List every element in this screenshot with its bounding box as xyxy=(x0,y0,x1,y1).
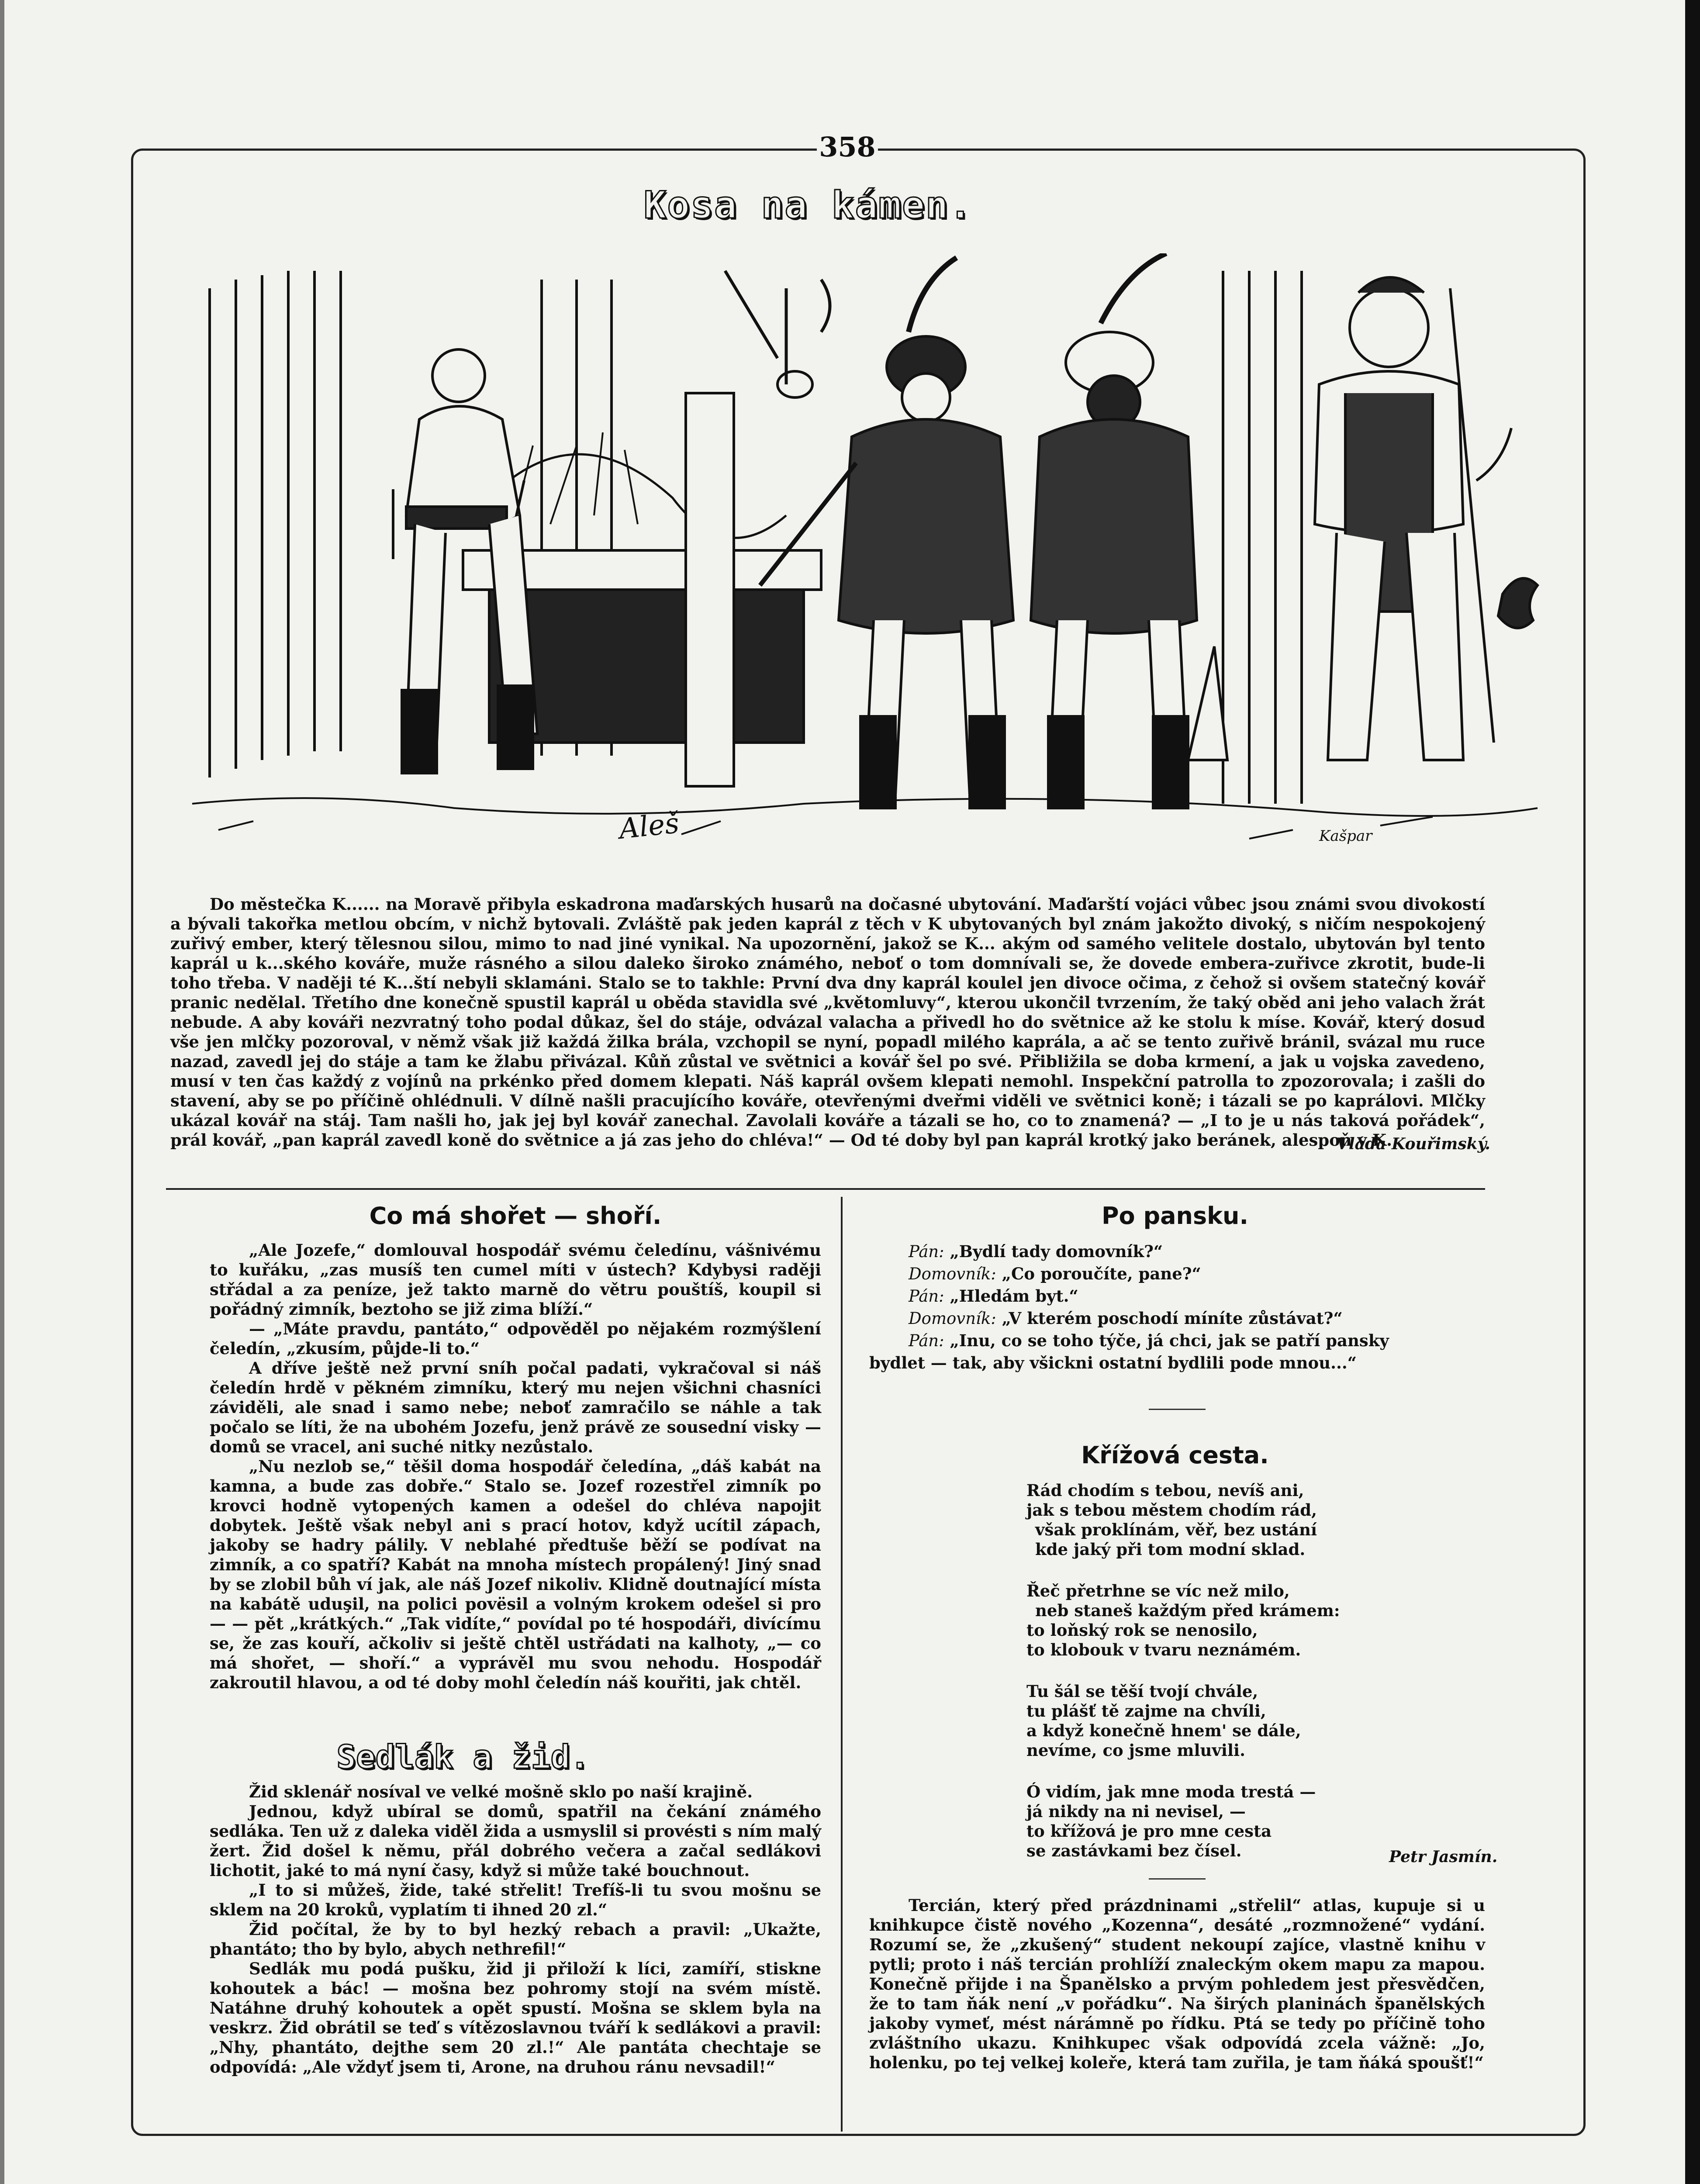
utterance: „Bydlí tady domovník?“ xyxy=(950,1242,1163,1261)
poem-line: kde jaký při tom modní sklad. xyxy=(1035,1540,1306,1559)
poem-line: to klobouk v tvaru neznámém. xyxy=(1026,1640,1301,1659)
story-text xyxy=(170,895,1485,1150)
poem-stanza xyxy=(1026,1481,1340,1559)
paragraph: „Nu nezlob se,“ těšil doma hospodář čeledína, „dáš kabát na kamna, a bude zas dobře.“ Stalo se. Jozef rozestřel zimník po krovci hodně vytopených kamen a odešel do chléva napojit dobytek. Ještě však nebyl ani s prací hotov, když ucítil zápach, jakoby se hadry pálily. V neblahé předtuše běží se podívat na zimník, a co spatří? Kabát na mnoha místech propálený! Jiný snad by se zlobil bůh ví jak, ale náš Jozef nikoliv. Klidně doutnající místa na kabátě uduşil, na polici povësil a volným krokem odešel si pro — — pět „krátkých.“ „Tak vidíte,“ povídal po té hospodáři, divícímu se, že zas kouří, ačkoliv si ještě chtěl ustřádati na kalhoty, „— co má shořet, — shoří.“ a vyprávěl mu svou nehodu. Hospodář zakroutil hlavou, a od té doby mohl čeledín náš kouřiti, jak chtěl. xyxy=(210,1457,821,1692)
poem-line: Tu šál se těší tvojí chvále, xyxy=(1026,1682,1258,1701)
poem-line: tu plášť tě zajme na chvíli, xyxy=(1026,1701,1266,1721)
paragraph: Jednou, když ubíral se domů, spatřil na čekání známého sedláka. Ten už z daleka viděl žida a usmyslil si provésti s ním malý žert. Žid došel k němu, přál dobrého večera a začal sedlákovi lichotit, jaké to má nyní časy, když si může také bouchnout. xyxy=(210,1802,821,1880)
poem-line: to křížová je pro mne cesta xyxy=(1026,1821,1272,1841)
dialog-line xyxy=(869,1241,1481,1263)
page-number: 358 xyxy=(817,131,878,163)
utterance: „Hledám byt.“ xyxy=(950,1286,1078,1306)
title-sedlak-a-zid: Sedlák a žid. xyxy=(336,1738,590,1776)
speaker: Pán: xyxy=(909,1287,944,1306)
poem-stanza xyxy=(1026,1581,1340,1660)
po-pansku-dialog xyxy=(869,1241,1481,1374)
poem-line: Řeč přetrhne se víc než milo, xyxy=(1026,1581,1290,1600)
poem-line: a když konečně hnem' se dále, xyxy=(1026,1721,1301,1740)
poem-stanza xyxy=(1026,1782,1340,1861)
column-rule xyxy=(841,1197,843,2132)
paragraph: „I to si můžeš, žide, také střelit! Trefíš-li tu svou mošnu se sklem na 20 kroků, vyplatím ti ihned 20 zl.“ xyxy=(210,1880,821,1919)
figure-blacksmith xyxy=(1315,277,1511,760)
poem-line: neb staneš každým před krámem: xyxy=(1035,1601,1340,1620)
utterance: „Inu, co se toho týče, já chci, jak se patří pansky xyxy=(950,1331,1389,1350)
paragraph: Žid počítal, že by to byl hezký rebach a pravil: „Ukažte, phantáto; tho by bylo, abych nethrefil!“ xyxy=(210,1920,821,1959)
short-rule xyxy=(1149,1878,1206,1880)
paragraph: Žid sklenář nosíval ve velké mošně sklo po naší krajině. xyxy=(249,1782,753,1801)
dialog-line xyxy=(869,1330,1481,1352)
krizova-cesta-poem xyxy=(1026,1481,1340,1883)
title-co-ma-shoret: Co má shořet — shoří. xyxy=(369,1202,662,1230)
sedlak-a-zid-text xyxy=(210,1782,821,2077)
speaker: Domovník: xyxy=(909,1265,996,1283)
paragraph: „Ale Jozefe,“ domlouval hospodář svému čeledínu, vášnivému to kuřáku, „zas musíš ten cumel míti v ústech? Kdybysi raději střádal a za peníze, jež takto marně do větru pouštíš, koupil si pořádný zimník, beztoho se již zima blíží.“ xyxy=(210,1241,821,1319)
story-paragraph: Do městečka K...... na Moravě přibyla eskadrona maďarských husarů na dočasné ubytování. Maďarští vojáci vůbec jsou známi svou divokostí a bývali takořka metlou obcím, v nichž bytovali. Zvláště pak jeden kaprál z těch v K ubytovaných byl znám jakožto divoký, s ničím nespokojený zuřivý ember, který tělesnou silou, mimo to nad jiné vynikal. Na upozornění, jakož se K... akým od samého velitele dostalo, ubytován byl tento kaprál u k...ského kováře, muže rásného a silou daleko široko známého, neboť o tom domnívali se, že dovede embera-zuřivce zkrotit, bude-li toho třeba. V naději té K...ští nebyli sklamáni. Stalo se to takhle: První dva dny kaprál koulel jen divoce očima, z čehož si ovšem statečný kovář pranic nedělal. Třetího dne konečně spustil kaprál u oběda stavidla své „květomluvy“, kterou ukončil tvrzením, že taký oběd ani jeho valach žrát nebude. A aby kováři nezvratný toho podal důkaz, šel do stáje, odvázal valacha a přivedl ho do světnice až ke stolu k míse. Kovář, který dosud vše jen mlčky pozoroval, v němž však již každá žilka brála, vzchopil se nyní, popadl milého kaprála, a ač se tento zuřivě bránil, svázal mu ruce nazad, zavedl jej do stáje a tam ke žlabu přivázal. Kůň zůstal ve světnici a kovář šel po své. Přibližila se doba krmení, a jak u vojska zavedeno, musí v ten čas každý z vojínů na prkénko před domem klepati. Náš kaprál ovšem klepati nemohl. Inspekční patrolla to zpozorovala; i zašli do stavení, aby se po příčině ohlédnuli. V dílně našli pracujícího kováře, otevřenými dveřmi viděli ve světnici koně; i tázali se po kaprálovi. Mlčky ukázal kovář na stáj. Tam našli ho, jak jej byl kovář zanechal. Zavolali kováře a tázali se ho, co to znamená? — „I to je u nás taková pořádek“, prál kovář, „pan kaprál zavedl koně do světnice a já zas jeho do chléva!“ — Od té doby byl pan kaprál krotký jako beránek, alespoň v K. xyxy=(170,895,1485,1150)
main-title: Kosa na kámen. xyxy=(643,183,973,227)
poem-line: já nikdy na ni nevisel, — xyxy=(1026,1802,1246,1821)
speaker: Domovník: xyxy=(909,1309,996,1328)
caricature-illustration xyxy=(157,253,1546,882)
utterance: „Co poroučíte, pane?“ xyxy=(1002,1264,1201,1283)
section-rule xyxy=(166,1188,1485,1190)
paragraph: A dříve ještě než první sníh počal padati, vykračoval si náš čeledín hrdě v pěkném zimníku, který mu nejen všichni chasníci záviděli, ale snad i samo nebe; neboť zamračilo se náhle a tak počalo se líti, že na ubohém Jozefu, jenž právě ze sousední visky — domů se vracel, ani suché nitky nezůstalo. xyxy=(210,1358,821,1456)
poem-line: jak s tebou městem chodím rád, xyxy=(1026,1500,1317,1520)
figure-hussar-2 xyxy=(1031,253,1227,808)
signature-kaspar: Kašpar xyxy=(1319,827,1372,845)
poem-line: to loňský rok se nenosilo, xyxy=(1026,1621,1258,1640)
story-signature: Vláďa Kouřimský. xyxy=(1337,1135,1490,1153)
poem-line: nevíme, co jsme mluvili. xyxy=(1026,1741,1245,1760)
co-ma-shoret-text xyxy=(210,1241,821,1693)
speaker: Pán: xyxy=(909,1331,944,1350)
poem-line: se zastávkami bez čísel. xyxy=(1026,1841,1242,1860)
dialog-line xyxy=(869,1263,1481,1285)
poem-line: však proklínám, věř, bez ustání xyxy=(1035,1520,1317,1539)
scan-right-edge xyxy=(1685,0,1700,2184)
dialog-tail: bydlet — tak, aby všickni ostatní bydlili pode mnou...“ xyxy=(869,1353,1357,1372)
short-rule xyxy=(1149,1409,1206,1410)
poem-line: Rád chodím s tebou, nevíš ani, xyxy=(1026,1481,1304,1500)
paragraph: — „Máte pravdu, pantáto,“ odpověděl po nějakém rozmýšlení čeledín, „zkusím, půjde-li to.“ xyxy=(210,1319,821,1358)
signature-ales: Aleš xyxy=(617,807,681,846)
tercian-anecdote xyxy=(869,1896,1485,2073)
dialog-line xyxy=(869,1307,1481,1330)
speaker: Pán: xyxy=(909,1242,944,1261)
title-po-pansku: Po pansku. xyxy=(1101,1202,1249,1230)
title-krizova-cesta: Křížová cesta. xyxy=(1081,1441,1269,1469)
poem-line: Ó vidím, jak mne moda trestá — xyxy=(1026,1782,1316,1801)
scan-left-edge xyxy=(0,0,4,2184)
paragraph: Tercián, který před prázdninami „střelil“ atlas, kupuje si u knihkupce čistě nového „Kozenna“, desáté „rozmnožené“ vydání. Rozumí se, že „zkušený“ student nekoupí zajíce, vlastně knihu v pytli; proto i náš tercián prohlíží znaleckým okem mapu za mapou. Konečně přijde i na Španělsko a prvým pohledem jest přesvědčen, že to tam ňák není „v pořádku“. Na širých planinách španělských jakoby vymeť, mést nárámně po řídku. Ptá se tedy po příčině toho zvláštního ukazu. Knihkupec však odpovídá zcela vážně: „Jo, holenku, po tej velkej koleře, která tam zuřila, je tam ňáká spoušť!“ xyxy=(869,1896,1485,2072)
utterance: „V kterém poschodí míníte zůstávat?“ xyxy=(1002,1309,1343,1328)
dialog-line xyxy=(869,1285,1481,1307)
poem-stanza xyxy=(1026,1682,1340,1760)
poem-signature: Petr Jasmín. xyxy=(1389,1848,1498,1866)
paragraph: Sedlák mu podá pušku, žid ji přiloží k líci, zamíří, stiskne kohoutek a bác! — mošna bez pohromy stojí na svém místě. Natáhne druhý kohoutek a opět spustí. Mošna se sklem byla na veskrz. Žid obrátil se teď s vítězoslavnou tváří k sedlákovi a pravil: „Nhy, phantáto, dejthe sem 20 zl.!“ Ale pantáta chechtaje se odpovídá: „Ale vždyť jsem ti, Arone, na druhou ránu nevsadil!“ xyxy=(210,1959,821,2077)
